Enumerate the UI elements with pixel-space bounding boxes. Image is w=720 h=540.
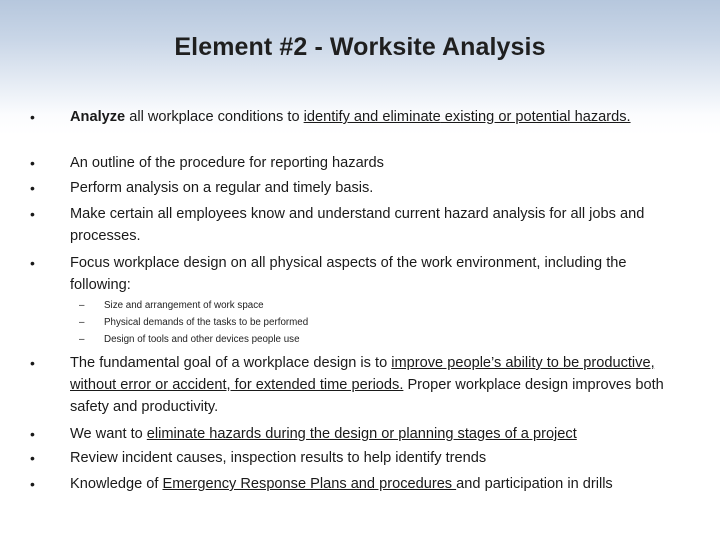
bullet-dot: • — [30, 450, 35, 466]
bullet-underlined-text: improve people’s ability to be productive, without error or accident, for extended time periods. — [70, 355, 655, 393]
bullet-dot: • — [30, 155, 35, 171]
sub-dash: – — [79, 317, 85, 328]
bullet-dot: • — [30, 255, 35, 271]
slide-title: Element #2 - Worksite Analysis — [174, 33, 546, 61]
bullet-analyze — [70, 106, 670, 128]
sub-dash: – — [79, 300, 85, 311]
bullet-perform: Perform analysis on a regular and timely basis. — [70, 180, 374, 196]
bullet-underlined-text: Emergency Response Plans and procedures — [162, 476, 457, 492]
bullet-text: all workplace conditions to — [125, 109, 304, 125]
bullet-underlined-text: eliminate hazards during the design or planning stages of a project — [146, 426, 577, 442]
bullet-dot: • — [30, 109, 35, 125]
sub-item: Size and arrangement of work space — [104, 300, 264, 311]
bullet-text: Knowledge of — [70, 476, 163, 492]
bullet-dot: • — [30, 206, 35, 222]
bullet-dot: • — [30, 476, 35, 492]
bullet-outline: An outline of the procedure for reporting hazards — [70, 155, 384, 171]
bullet-eliminate-hazards — [70, 423, 690, 445]
bullet-dot: • — [30, 426, 35, 442]
bullet-text: and participation in drills — [456, 476, 613, 492]
bullet-emergency-plans — [70, 473, 710, 495]
bullet-text: We want to — [70, 426, 147, 442]
bullet-text: Proper workplace design improves both safety and productivity. — [70, 377, 664, 415]
bullet-focus: Focus workplace design on all physical aspects of the work environment, including the following: — [70, 255, 627, 293]
bullet-review-incident: Review incident causes, inspection results to help identify trends — [70, 450, 487, 466]
bullet-underlined-text: existing or potential hazards. — [440, 109, 631, 125]
bullet-fundamental-goal — [70, 352, 670, 418]
sub-item: Design of tools and other devices people use — [104, 334, 300, 345]
sub-item: Physical demands of the tasks to be performed — [104, 317, 309, 328]
bullet-dot: • — [30, 355, 35, 371]
bullet-text: The fundamental goal of a workplace design is to — [70, 355, 392, 371]
bullet-lead-text: Analyze — [70, 109, 126, 125]
bullet-make-certain: Make certain all employees know and understand current hazard analysis for all jobs and processes. — [70, 206, 645, 244]
bullet-underlined-text: identify and eliminate — [303, 109, 441, 125]
sub-dash: – — [79, 334, 85, 345]
bullet-dot: • — [30, 180, 35, 196]
